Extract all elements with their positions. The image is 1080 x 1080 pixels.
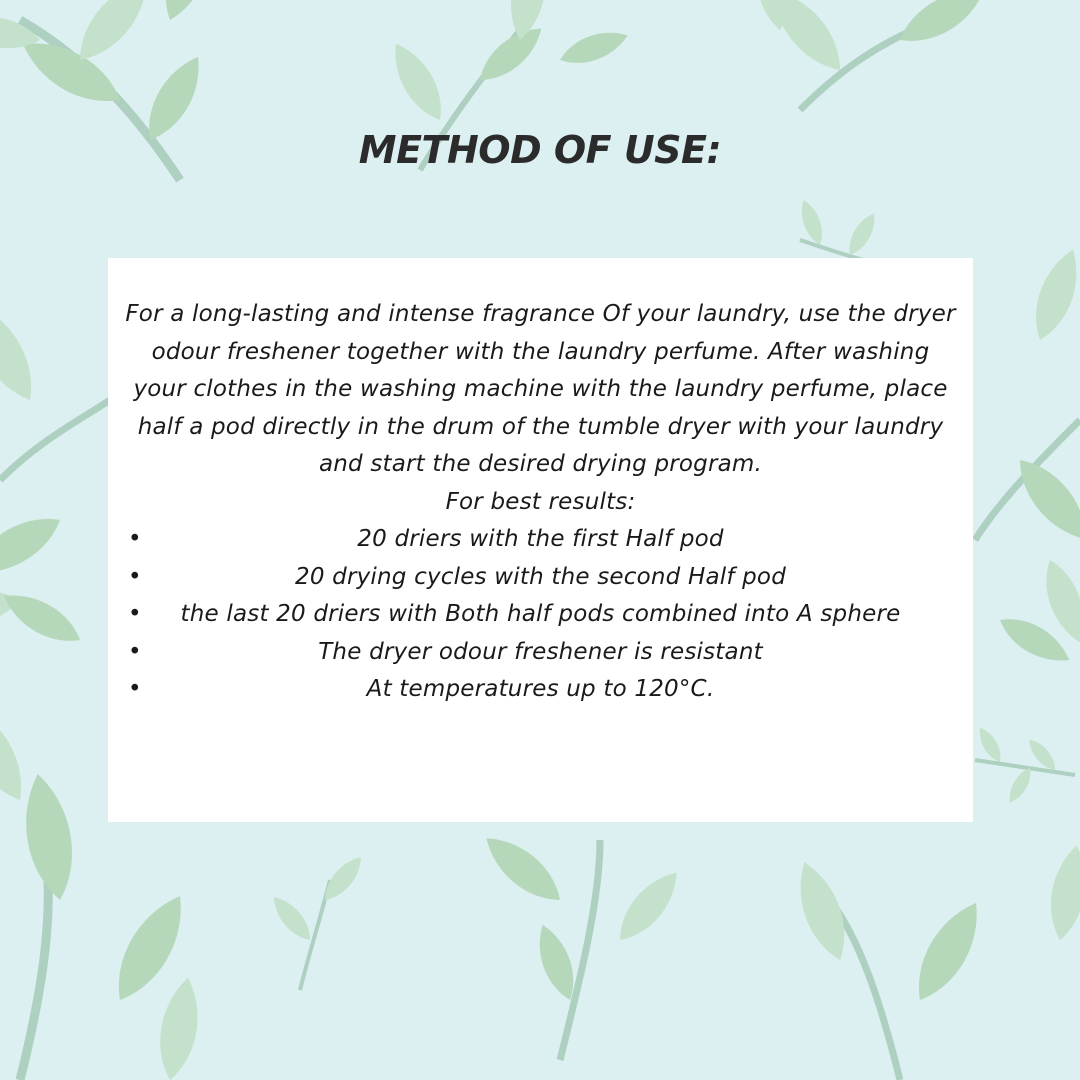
list-item — [122, 671, 959, 709]
bullet-icon: • — [128, 638, 142, 665]
list-item-text: 20 drying cycles with the second Half pod — [294, 563, 787, 590]
bullet-icon: • — [128, 526, 142, 552]
list-item-text: 20 driers with the first Half pod — [357, 526, 724, 552]
results-list — [122, 521, 959, 709]
list-item-text: the last 20 driers with Both half pods combined into A sphere — [180, 601, 901, 627]
bullet-icon: • — [128, 676, 142, 702]
bullet-icon: • — [128, 601, 142, 627]
list-item-text: At temperatures up to 120°C. — [366, 676, 715, 702]
instructions-paragraph: For a long-lasting and intense fragrance Of your laundry, use the dryer odour freshener together with the laundry perfume. After washing your clothes in the washing machine with the laundry perfume, place half a pod directly in the drum of the tumble dryer with your laundry and start the desired drying program. — [125, 301, 956, 477]
page-title: METHOD OF USE: — [358, 128, 722, 172]
best-results-label: For best results: — [445, 488, 636, 515]
list-item — [122, 521, 959, 559]
instructions-card — [108, 258, 973, 822]
list-item-text: The dryer odour freshener is resistant — [318, 638, 763, 665]
list-item — [122, 559, 959, 597]
bullet-icon: • — [128, 563, 142, 590]
list-item — [122, 634, 959, 672]
list-item — [122, 596, 959, 634]
